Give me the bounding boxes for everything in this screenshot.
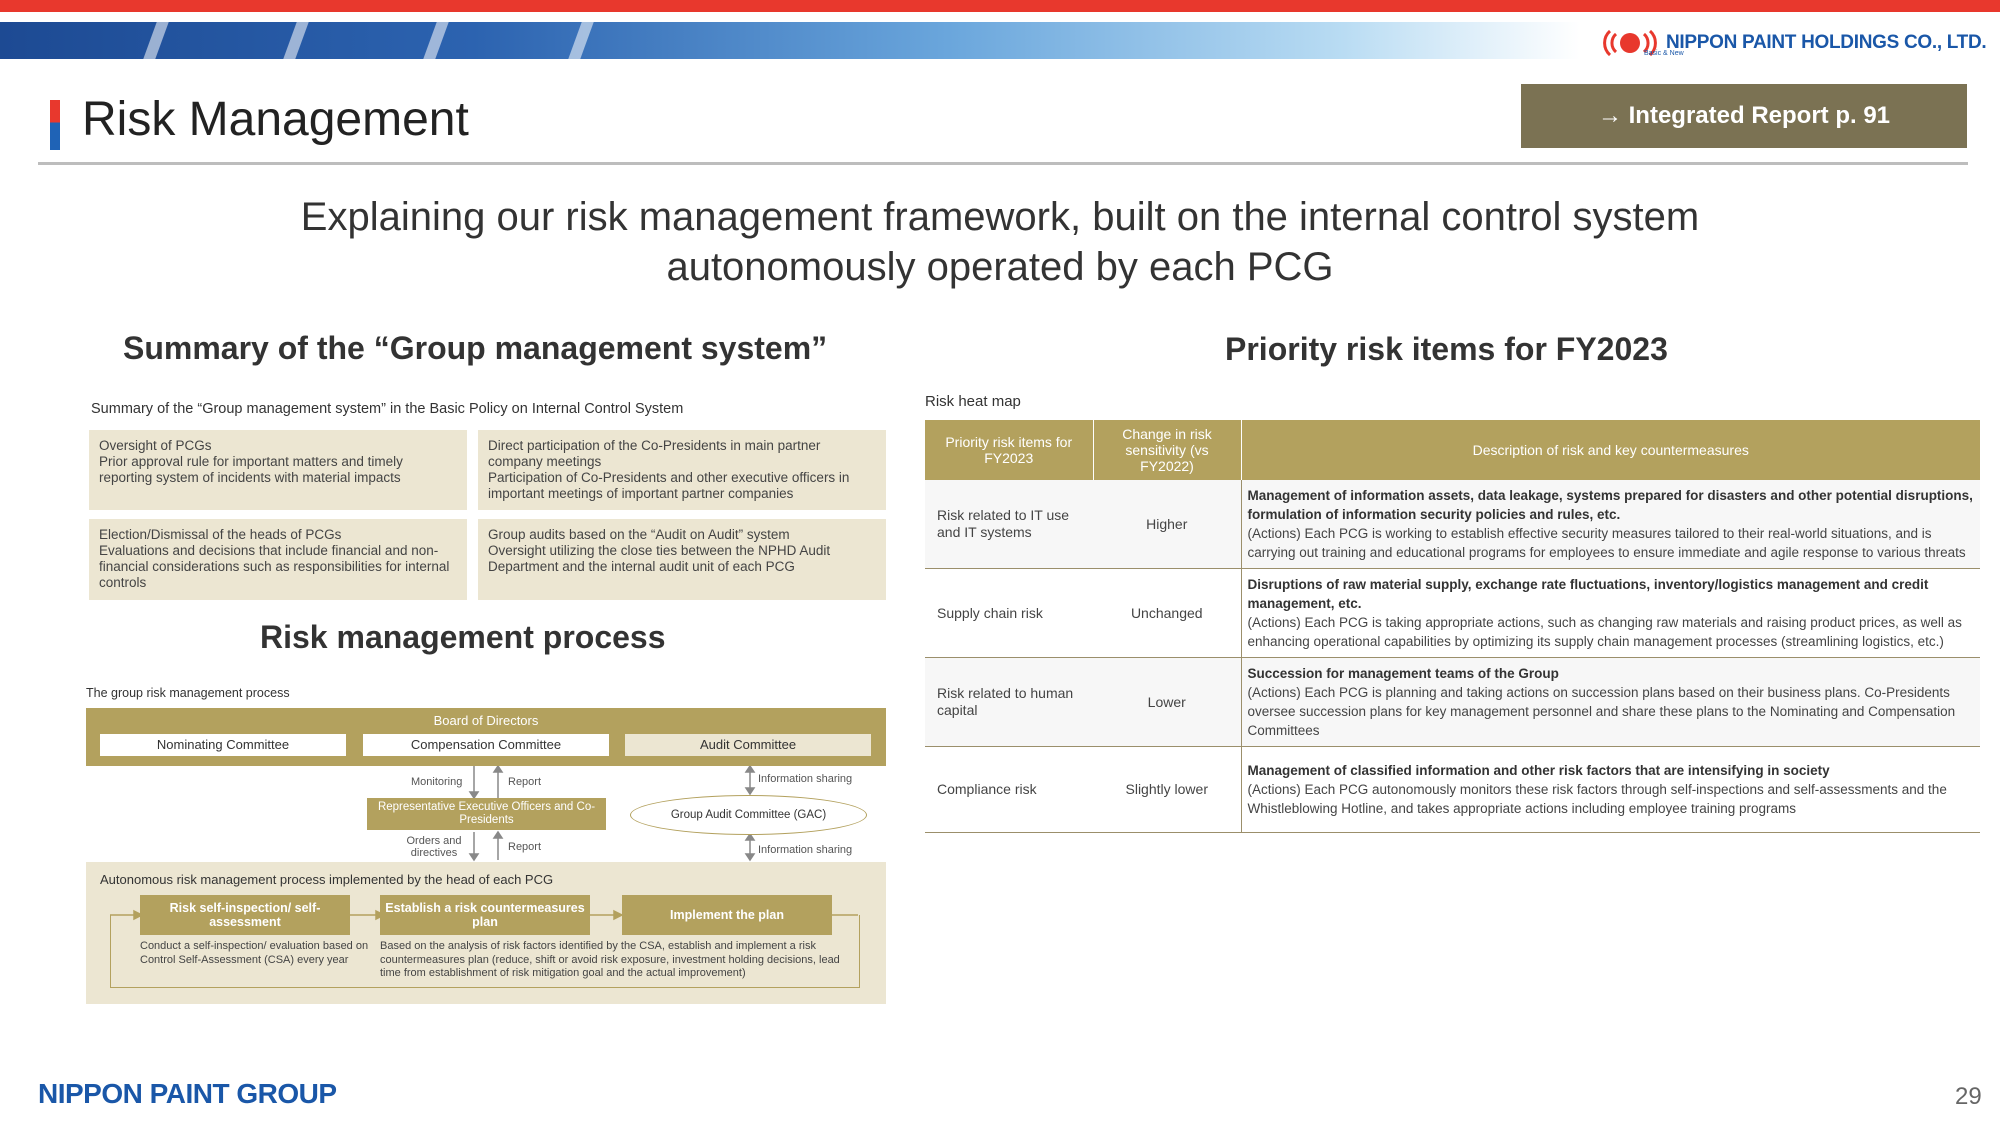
summary-caption: Summary of the “Group management system” in the Basic Policy on Internal Control System — [91, 401, 684, 417]
summary-box-heading: Election/Dismissal of the heads of PCGs — [99, 527, 342, 542]
summary-box-body: Prior approval rule for important matters and timely reporting system of incidents with material impacts — [99, 454, 403, 485]
audit-committee: Audit Committee — [625, 734, 871, 756]
column-header: Change in risk sensitivity (vs FY2022) — [1093, 420, 1241, 480]
risk-item: Risk related to human capital — [925, 658, 1093, 747]
process-title: Risk management process — [260, 619, 666, 655]
company-logo-text: NIPPON PAINT HOLDINGS CO., LTD. — [1666, 32, 1987, 53]
nominating-committee: Nominating Committee — [100, 734, 346, 756]
summary-box-heading: Oversight of PCGs — [99, 438, 212, 453]
summary-box-participation — [478, 430, 886, 510]
footer-logo: NIPPON PAINT GROUP — [38, 1078, 337, 1109]
step-countermeasures: Establish a risk countermeasures plan — [380, 895, 590, 935]
step-implement: Implement the plan — [622, 895, 832, 935]
title-accent-mark — [50, 100, 60, 150]
headline-line-1: Explaining our risk management framework, built on the internal control system — [300, 195, 1700, 239]
report-label-lower: Report — [508, 841, 542, 853]
summary-box-heading: Group audits based on the “Audit on Audit” system — [488, 527, 790, 542]
step-self-assessment-desc: Conduct a self-inspection/ evaluation based on Control Self-Assessment (CSA) every year — [140, 940, 369, 966]
heat-map-caption: Risk heat map — [925, 393, 1021, 410]
headline — [0, 192, 2000, 292]
risk-lead: Disruptions of raw material supply, exchange rate fluctuations, inventory/logistics management and credit management, etc. — [1247, 577, 1929, 611]
page-title: Risk Management — [82, 93, 469, 146]
table-row — [925, 569, 1980, 658]
summary-box-body: Oversight utilizing the close ties between the NPHD Audit Department and the internal audit unit of each PCG — [488, 543, 831, 574]
info-sharing-label-lower: Information sharing — [758, 844, 853, 856]
monitoring-label: Monitoring — [411, 776, 463, 788]
risk-description — [1241, 747, 1980, 833]
summary-box-heading: Direct participation of the Co-Presidents in main partner company meetings — [488, 438, 821, 469]
priority-title: Priority risk items for FY2023 — [1225, 331, 1668, 367]
group-audit-committee: Group Audit Committee (GAC) — [630, 795, 867, 835]
compensation-committee: Compensation Committee — [363, 734, 609, 756]
risk-description — [1241, 480, 1980, 569]
risk-actions: (Actions) Each PCG is taking appropriate actions, such as changing raw materials and raising product prices, as well as enhancing operational capabilities by optimizing its supply chain management processes (streamlining logistics, etc.) — [1247, 615, 1962, 649]
company-logo — [1600, 26, 1986, 60]
column-header: Priority risk items for FY2023 — [925, 420, 1093, 480]
risk-lead: Management of information assets, data leakage, systems prepared for disasters and other potential disruptions, formulation of information security policies and rules, etc. — [1247, 488, 1973, 522]
company-logo-subtext: Basic & New — [1644, 50, 1684, 57]
board-label: Board of Directors — [433, 713, 539, 728]
table-row — [925, 658, 1980, 747]
step-countermeasures-desc: Based on the analysis of risk factors identified by the CSA, establish and implement a risk countermeasures plan (reduce, shift or avoid risk exposure, investment holding decisions, lead time from establishment of risk mitigation goal and the actual improvement) — [380, 940, 840, 979]
risk-item: Compliance risk — [925, 747, 1093, 833]
page-number: 29 — [1955, 1083, 1982, 1110]
risk-actions: (Actions) Each PCG autonomously monitors these risk factors through self-inspections and self-assessments and the Whistleblowing Hotline, and takes appropriate actions including employee training programs — [1247, 782, 1947, 816]
risk-item: Risk related to IT use and IT systems — [925, 480, 1093, 569]
risk-heat-map-table — [925, 420, 1980, 833]
risk-change: Slightly lower — [1093, 747, 1241, 833]
table-row — [925, 480, 1980, 569]
table-header-row — [925, 420, 1980, 480]
risk-change: Lower — [1093, 658, 1241, 747]
info-sharing-label-upper: Information sharing — [758, 773, 853, 785]
report-label-upper: Report — [508, 776, 542, 788]
risk-actions: (Actions) Each PCG is working to establish effective security measures tailored to their real-world situations, and is carrying out training and educational programs for employees to ensure immediate and agile response to various threats — [1247, 526, 1966, 560]
risk-change: Unchanged — [1093, 569, 1241, 658]
summary-box-body: Evaluations and decisions that include financial and non-financial considerations such as responsibilities for internal controls — [99, 543, 450, 590]
summary-box-body: Participation of Co-Presidents and other executive officers in important meetings of important partner companies — [488, 470, 850, 501]
summary-box-oversight — [89, 430, 467, 510]
risk-description — [1241, 569, 1980, 658]
summary-box-election — [89, 519, 467, 600]
process-caption: The group risk management process — [86, 686, 290, 700]
title-divider — [38, 162, 1968, 165]
risk-item: Supply chain risk — [925, 569, 1093, 658]
representative-officers-box: Representative Executive Officers and Co-Presidents — [367, 798, 606, 830]
autonomous-process-label: Autonomous risk management process implemented by the head of each PCG — [100, 872, 554, 887]
table-row — [925, 747, 1980, 833]
summary-title: Summary of the “Group management system” — [123, 330, 828, 366]
top-red-bar — [0, 0, 2000, 12]
summary-box-audits — [478, 519, 886, 600]
step-self-assessment: Risk self-inspection/ self-assessment — [140, 895, 350, 935]
integrated-report-link[interactable]: → Integrated Report p. 91 — [1521, 84, 1967, 148]
risk-actions: (Actions) Each PCG is planning and taking actions on succession plans based on their business plans. Co-Presidents oversee succession plans for key management personnel and share these plans to the Nominating and Compensation Committees — [1247, 685, 1956, 738]
top-blue-bar — [0, 22, 1580, 59]
risk-lead: Management of classified information and other risk factors that are intensifying in society — [1247, 763, 1830, 778]
risk-description — [1241, 658, 1980, 747]
risk-lead: Succession for management teams of the Group — [1247, 666, 1559, 681]
risk-change: Higher — [1093, 480, 1241, 569]
headline-line-2: autonomously operated by each PCG — [666, 245, 1334, 289]
orders-label: Orders and directives — [406, 835, 462, 859]
column-header: Description of risk and key countermeasures — [1241, 420, 1980, 480]
